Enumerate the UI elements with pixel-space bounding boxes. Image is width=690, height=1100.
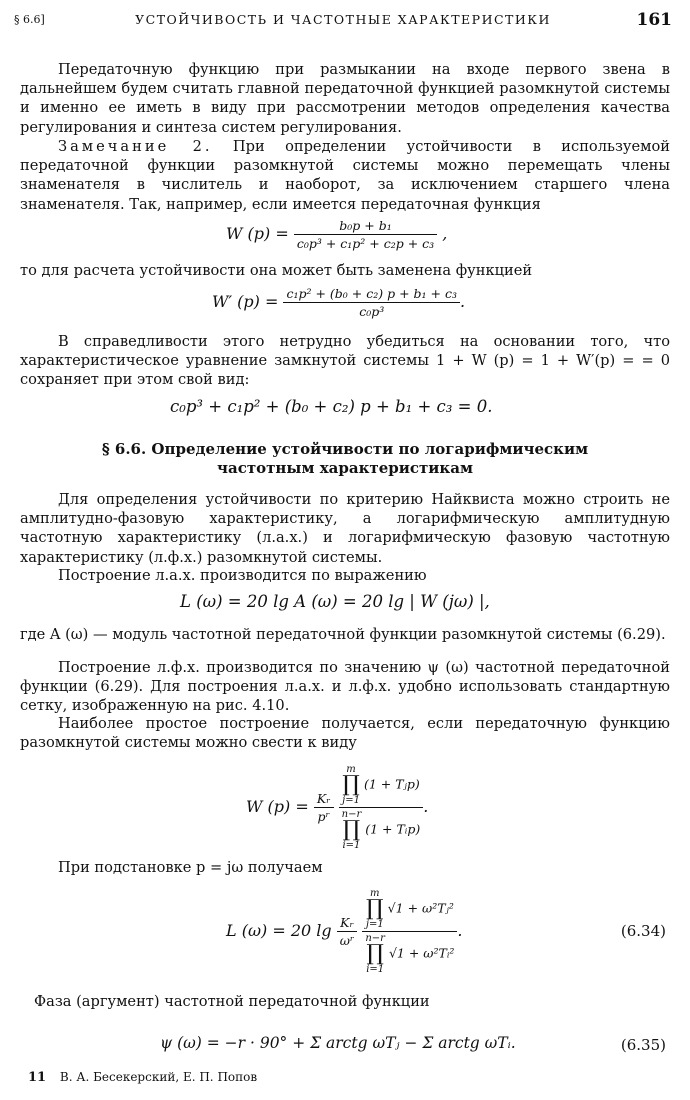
eq6-denominator (362, 932, 457, 975)
prod-lower: j=1 (365, 919, 384, 930)
section-heading-line2: частотным характеристикам (217, 459, 473, 477)
prod-upper: n−r (341, 809, 362, 820)
eq2-fraction (283, 286, 459, 319)
eq2-denominator: c₀p³ (359, 304, 385, 319)
equation-phase: ψ (ω) = −r · 90° + Σ arctg ωTⱼ − Σ arctg ωTᵢ. (160, 1034, 516, 1052)
header-section: § 6.6] (14, 13, 45, 26)
equation-number-6-34: (6.34) (620, 922, 666, 940)
page-number: 161 (636, 10, 672, 30)
eq6-num-term: √1 + ω²Tⱼ² (387, 900, 454, 916)
eq6-lhs: L (ω) = 20 lg (226, 921, 332, 940)
eq1-lhs: W (p) = (226, 224, 289, 243)
running-header (14, 10, 672, 34)
remark-label: Замечание 2. (58, 138, 213, 155)
eq5-gain-fraction (314, 791, 334, 824)
eq5-num-term: (1 + Tⱼp) (363, 776, 420, 792)
equation-number-6-35: (6.35) (620, 1036, 666, 1054)
eq5-numerator (339, 764, 424, 808)
equation-w-prime: W′ (p) = $\frac{\text{c₁p² + (b₀ + c₂) p + b₁ + c₃}}{\text{c₀p³}}$ . (212, 286, 466, 319)
eq6-gain-fraction (337, 915, 358, 948)
paragraph-nyquist: Для определения устойчивости по критерию Найквиста можно строить не амплитудно-фазовую характеристику, а логарифмическую амплитудную частотную характеристику (л.а.х.) и логарифмическую фазовую частотную характеристику (л.ф.х.) разомкнутой системы. (20, 491, 670, 566)
eq2-lhs: W′ (p) = (212, 292, 279, 311)
signature-mark: 11 (28, 1070, 47, 1085)
product-symbol: m ∏ j=1 (365, 888, 384, 930)
prod-upper: m (370, 888, 380, 899)
eq1-fraction (294, 218, 437, 251)
prod-lower: j=1 (342, 795, 360, 806)
eq6-gain: Kᵣ (337, 915, 358, 932)
equation-characteristic: c₀p³ + c₁p² + (b₀ + c₂) p + b₁ + c₃ = 0. (170, 397, 493, 416)
eq1-denominator: c₀p³ + c₁p² + c₂p + c₃ (296, 236, 435, 251)
remark-text: При определении устойчивости в используемой передаточной функции разомкнутой системы можно перемещать члены знаменателя в числитель и наоборот, за исключением старшего члена знаменателя. Так, например, если имеется передаточная функция (20, 138, 670, 213)
eq1-numerator: b₀p + b₁ (294, 218, 437, 235)
eq5-denominator (339, 808, 424, 851)
footer-authors: В. А. Бесекерский, Е. П. Попов (59, 1070, 258, 1084)
equation-lax: L (ω) = 20 lg A (ω) = 20 lg | W (jω) |, (180, 592, 490, 611)
paragraph-justification: В справедливости этого нетрудно убедиться на основании того, что характеристическое уравнение замкнутой системы 1 + W (p) = 1 + W′(p) = = 0 сохраняет при этом свой вид: (20, 333, 670, 389)
prod-upper: m (346, 764, 356, 775)
paragraph-simplest: Наиболее простое построение получается, если передаточную функцию разомкнутой системы можно свести к виду (20, 715, 670, 752)
paragraph-phase: Фаза (аргумент) частотной передаточной функции (34, 993, 430, 1010)
eq5-den-term: (1 + Tᵢp) (365, 821, 421, 837)
eq6-den-term: √1 + ω²Tᵢ² (388, 945, 455, 961)
product-symbol: n−r ∏ i=1 (341, 809, 362, 851)
product-symbol: n−r ∏ i=1 (365, 933, 385, 975)
paragraph-substitution: При подстановке p = jω получаем (58, 859, 323, 876)
prod-lower: i=1 (342, 840, 361, 851)
product-symbol: m ∏ j=1 (342, 764, 360, 806)
section-heading-line1: § 6.6. Определение устойчивости по логарифмическим (101, 440, 589, 458)
eq2-numerator: c₁p² + (b₀ + c₂) p + b₁ + c₃ (283, 286, 459, 303)
paragraph-modulus: где A (ω) — модуль частотной передаточной функции разомкнутой системы (6.29). (20, 626, 666, 643)
paragraph-lfx: Построение л.ф.х. производится по значению ψ (ω) частотной передаточной функции (6.29). Для построения л.а.х. и л.ф.х. удобно использовать стандартную сетку, изображенную на рис. 4.10. (20, 659, 670, 715)
paragraph-main-transfer-function: Передаточную функцию при размыкании на входе первого звена в дальнейшем будем считать главной передаточной функцией разомкнутой системы и именно ее иметь в виду при рассмотрении методов определения качества регулирования и синтеза систем регулирования. (20, 61, 670, 136)
paragraph-replacement: то для расчета устойчивости она может быть заменена функцией (20, 262, 533, 279)
eq5-power: pʳ (317, 809, 330, 824)
header-title: УСТОЙЧИВОСТЬ И ЧАСТОТНЫЕ ХАРАКТЕРИСТИКИ (135, 12, 551, 27)
paragraph-lax: Построение л.а.х. производится по выражению (58, 567, 427, 584)
equation-product-form: W (p) = $\frac{\text{Kᵣ}}{\text{pʳ}}$ m ∏ j=1 (1 + Tⱼp) n−r ∏ i=1 (1 + Tᵢp) . (246, 764, 429, 851)
eq5-product-fraction (339, 764, 424, 851)
prod-lower: i=1 (366, 964, 385, 975)
paragraph-remark-2 (20, 137, 670, 214)
section-heading (0, 440, 690, 478)
equation-w-p: W (p) = $\frac{\text{b₀p + b₁}}{\text{c₀p³ + c₁p² + c₂p + c₃}}$ , (226, 218, 448, 251)
footer (28, 1070, 257, 1085)
eq5-lhs: W (p) = (246, 797, 309, 816)
prod-upper: n−r (365, 933, 385, 944)
eq5-gain: Kᵣ (314, 791, 334, 808)
eq6-numerator (362, 888, 457, 932)
eq6-product-fraction (362, 888, 457, 975)
equation-log-amplitude: L (ω) = 20 lg $\frac{\text{Kᵣ}}{\text{ωʳ}}$ m ∏ j=1 √1 + ω²Tⱼ² n−r ∏ i=1 √1 + ω²Tᵢ² . (226, 888, 463, 975)
eq6-power: ωʳ (339, 933, 355, 948)
